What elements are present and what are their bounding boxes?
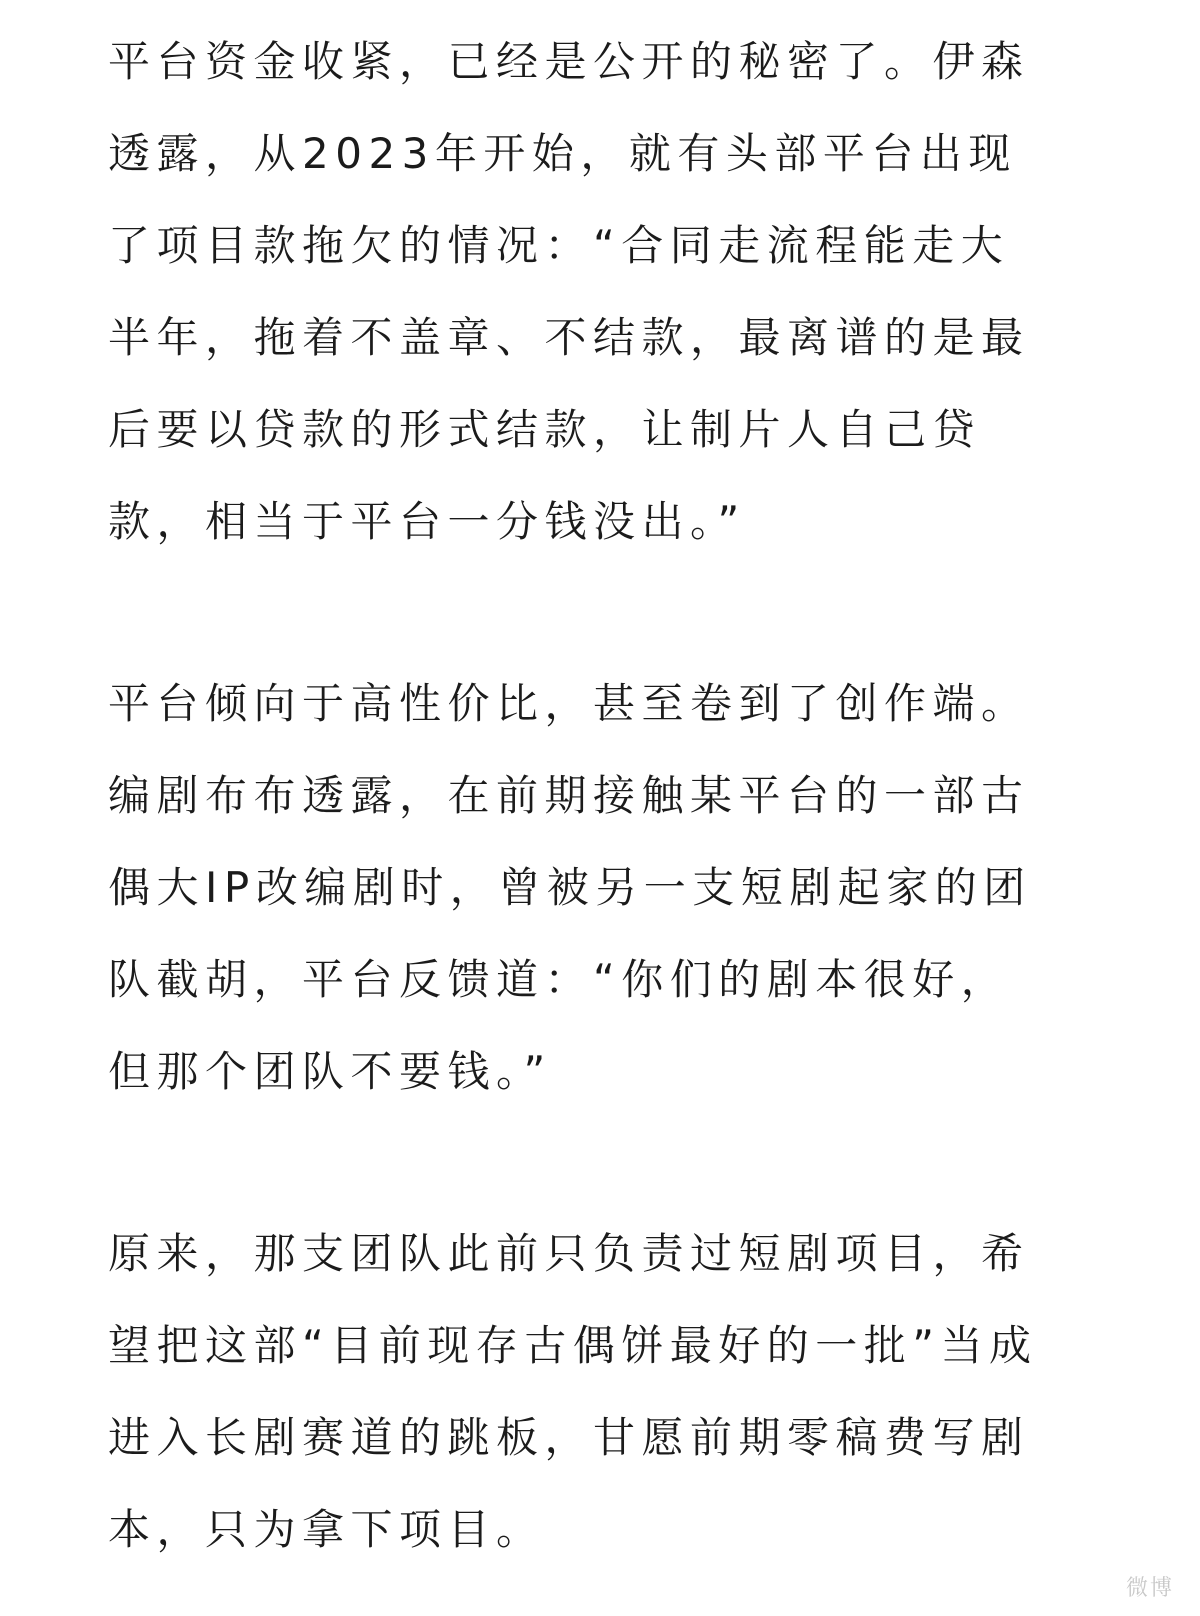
text-line: 后要以贷款的形式结款，让制片人自己贷: [108, 405, 982, 454]
text-line: 平台资金收紧，已经是公开的秘密了。伊森: [108, 37, 1030, 86]
watermark: 微博: [1125, 1576, 1174, 1601]
paragraph-spacer: [108, 1118, 1068, 1208]
paragraph-3: [108, 1208, 1068, 1576]
text-line: 了项目款拖欠的情况：“合同走流程能走大: [108, 221, 1010, 270]
text-line: 原来，那支团队此前只负责过短剧项目，希: [108, 1229, 1030, 1278]
text-line: 但那个团队不要钱。”: [108, 1047, 552, 1096]
article-body: [108, 16, 1068, 1576]
text-line: 平台倾向于高性价比，甚至卷到了创作端。: [108, 679, 1030, 728]
text-line: 进入长剧赛道的跳板，甘愿前期零稿费写剧: [108, 1413, 1030, 1462]
text-line: 编剧布布透露，在前期接触某平台的一部古: [108, 771, 1030, 820]
text-line: 款，相当于平台一分钱没出。”: [108, 497, 746, 546]
text-line: 偶大IP改编剧时，曾被另一支短剧起家的团: [108, 863, 1032, 912]
text-line: 半年，拖着不盖章、不结款，最离谱的是最: [108, 313, 1030, 362]
paragraph-2: [108, 658, 1068, 1118]
text-line: 队截胡，平台反馈道：“你们的剧本很好，: [108, 955, 1010, 1004]
paragraph-1: [108, 16, 1068, 568]
text-line: 透露，从2023年开始，就有头部平台出现: [108, 129, 1017, 178]
paragraph-spacer: [108, 568, 1068, 658]
text-line: 望把这部“目前现存古偶饼最好的一批”当成: [108, 1321, 1038, 1370]
text-line: 本，只为拿下项目。: [108, 1505, 545, 1554]
